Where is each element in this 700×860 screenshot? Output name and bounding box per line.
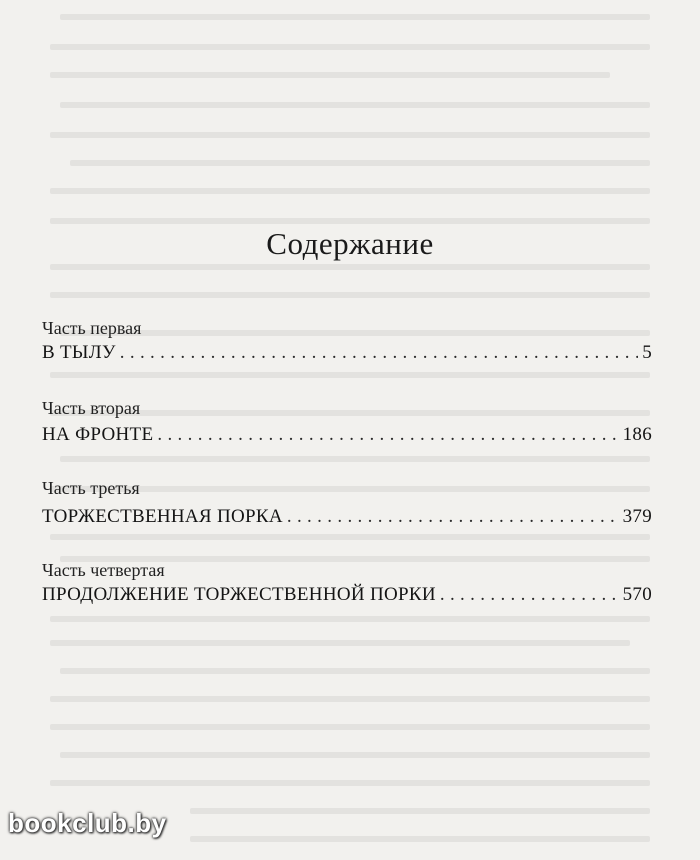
part-label-2: Часть вторая (42, 398, 141, 418)
dot-leader (440, 584, 619, 606)
toc-entry-page: 379 (622, 506, 652, 527)
toc-entry-3[interactable] (42, 506, 652, 534)
dot-leader (120, 342, 638, 364)
toc-entry-title: В ТЫЛУ (42, 342, 116, 363)
part-label-3: Часть третья (42, 478, 140, 498)
toc-entry-2[interactable] (42, 424, 652, 452)
toc-entry-title: ТОРЖЕСТВЕННАЯ ПОРКА (42, 506, 283, 527)
part-label-1: Часть первая (42, 318, 142, 338)
toc-entry-4[interactable] (42, 584, 652, 612)
toc-entry-1[interactable] (42, 342, 652, 370)
toc-entry-page: 570 (622, 584, 652, 605)
toc-entry-page: 186 (622, 424, 652, 445)
toc-heading: Содержание (266, 226, 434, 261)
dot-leader (157, 424, 618, 446)
toc-entry-title: НА ФРОНТЕ (42, 424, 154, 445)
toc-entry-page: 5 (642, 342, 652, 363)
site-watermark: bookclub.by (8, 808, 167, 838)
dot-leader (287, 506, 619, 528)
part-label-4: Часть четвертая (42, 560, 165, 580)
toc-entry-title: ПРОДОЛЖЕНИЕ ТОРЖЕСТВЕННОЙ ПОРКИ (42, 584, 436, 605)
